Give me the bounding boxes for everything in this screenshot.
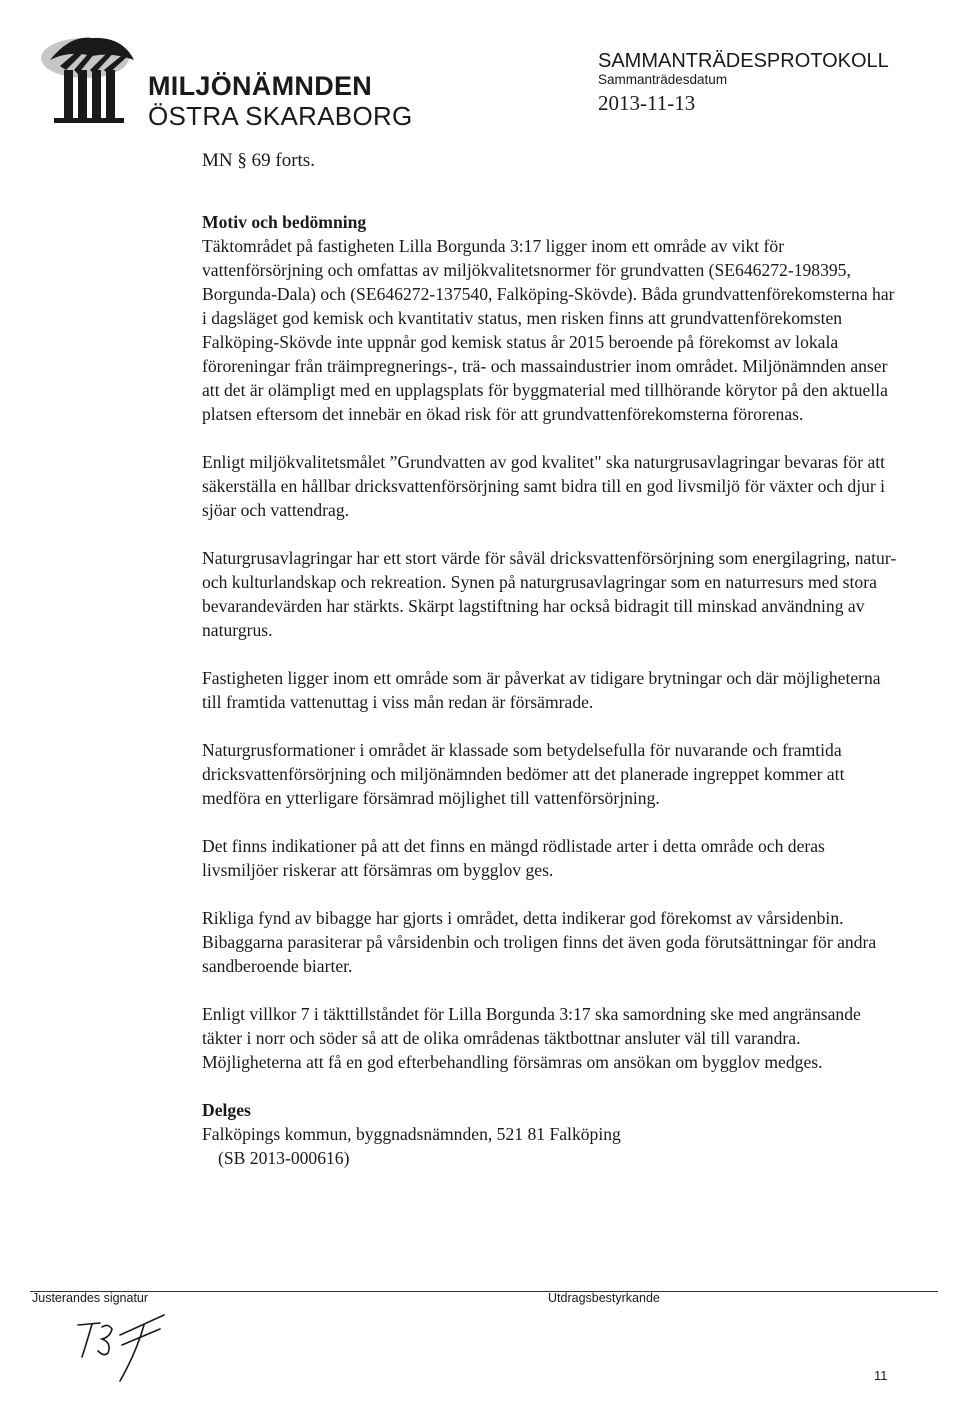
paragraph: Fastigheten ligger inom ett område som är påverkat av tidigare brytningar och där möjligheterna till framtida vattenuttag i viss mån redan är försämrade. — [202, 668, 881, 712]
paragraph: Enligt villkor 7 i täkttillståndet för Lilla Borgunda 3:17 ska samordning ske med angränsande täkter i norr och söder så att de olika områdenas täktbottnar ansluter väl till varandra. Möjligheterna att få en god efterbehandling försämras om ansökan om bygglov medges. — [202, 1004, 861, 1072]
date-label: Sammanträdesdatum — [598, 72, 728, 87]
case-reference: (SB 2013-000616) — [218, 1148, 350, 1168]
paragraph: Enligt miljökvalitetsmålet ”Grundvatten av god kvalitet" ska naturgrusavlagringar bevaras för att säkerställa en hållbar dricksvattenförsörjning samt bidra till en god livsmiljö för växter och djur i sjöar och vattendrag. — [202, 452, 886, 520]
paragraph: Det finns indikationer på att det finns en mängd rödlistade arter i detta område och deras livsmiljöer riskerar att försämras om bygglov ges. — [202, 836, 825, 880]
paragraph: Täktområdet på fastigheten Lilla Borgunda 3:17 ligger inom ett område av vikt för vattenförsörjning och omfattas av miljökvalitetsnormer för grundvatten (SE646272-198395, Borgunda-Dala) och (SE646272-137540, Falköping-Skövde). Båda grundvattenförekomsterna har i dagsläget god kemisk och kvantitativ status, men risken finns att grundvattenförekomsten Falköping-Skövde inte uppnår god kemisk status år 2015 beroende på förekomst av lokala föroreningar från träimpregnerings-, trä- och massaindustrier inom området. Miljönämnden anser att det är olämpligt med en upplagsplats för byggmaterial med tillhörande körytor på den aktuella platsen eftersom det innebär en ökad risk för att grundvattenförekomsterna förorenas. — [202, 236, 895, 424]
protocol-header — [598, 50, 889, 116]
distribution-recipient: Falköpings kommun, byggnadsnämnden, 521 81 Falköping — [202, 1124, 621, 1144]
section-reference: MN § 69 forts. — [202, 150, 315, 171]
paragraph: Rikliga fynd av bibagge har gjorts i området, detta indikerar god förekomst av vårsidenbin. Bibaggarna parasiterar på vårsidenbin och troligen finns det även goda förutsättningar för andra sandberoende biarter. — [202, 908, 877, 976]
organization-name — [148, 72, 413, 132]
org-line-1: MILJÖNÄMNDEN — [148, 71, 373, 101]
paragraph: Naturgrusavlagringar har ett stort värde för såväl dricksvattenförsörjning som energilagring, natur- och kulturlandskap och rekreation. Synen på naturgrusavlagringar som en naturresurs med stora bevarandevärden har stärkts. Skärpt lagstiftning har också bidragit till minskad användning av naturgrus. — [202, 548, 897, 640]
page-number: 11 — [874, 1368, 888, 1383]
signature-label: Justerandes signatur — [32, 1291, 149, 1305]
footer-divider — [30, 1291, 938, 1292]
protocol-title: SAMMANTRÄDESPROTOKOLL — [598, 50, 889, 72]
document-body — [202, 210, 902, 1170]
extract-label: Utdragsbestyrkande — [548, 1291, 660, 1305]
handwritten-signature — [60, 1305, 200, 1385]
org-line-2: ÖSTRA SKARABORG — [148, 101, 413, 131]
tree-logo-icon — [30, 30, 140, 130]
meeting-date: 2013-11-13 — [598, 91, 696, 115]
paragraph: Naturgrusformationer i området är klassade som betydelsefulla för nuvarande och framtida dricksvattenförsörjning och miljönämnden bedömer att det planerade ingreppet kommer att medföra en ytterligare försämrad möjlighet till vattenförsörjning. — [202, 740, 845, 808]
distribution-heading: Delges — [202, 1100, 251, 1120]
section-heading: Motiv och bedömning — [202, 212, 367, 232]
